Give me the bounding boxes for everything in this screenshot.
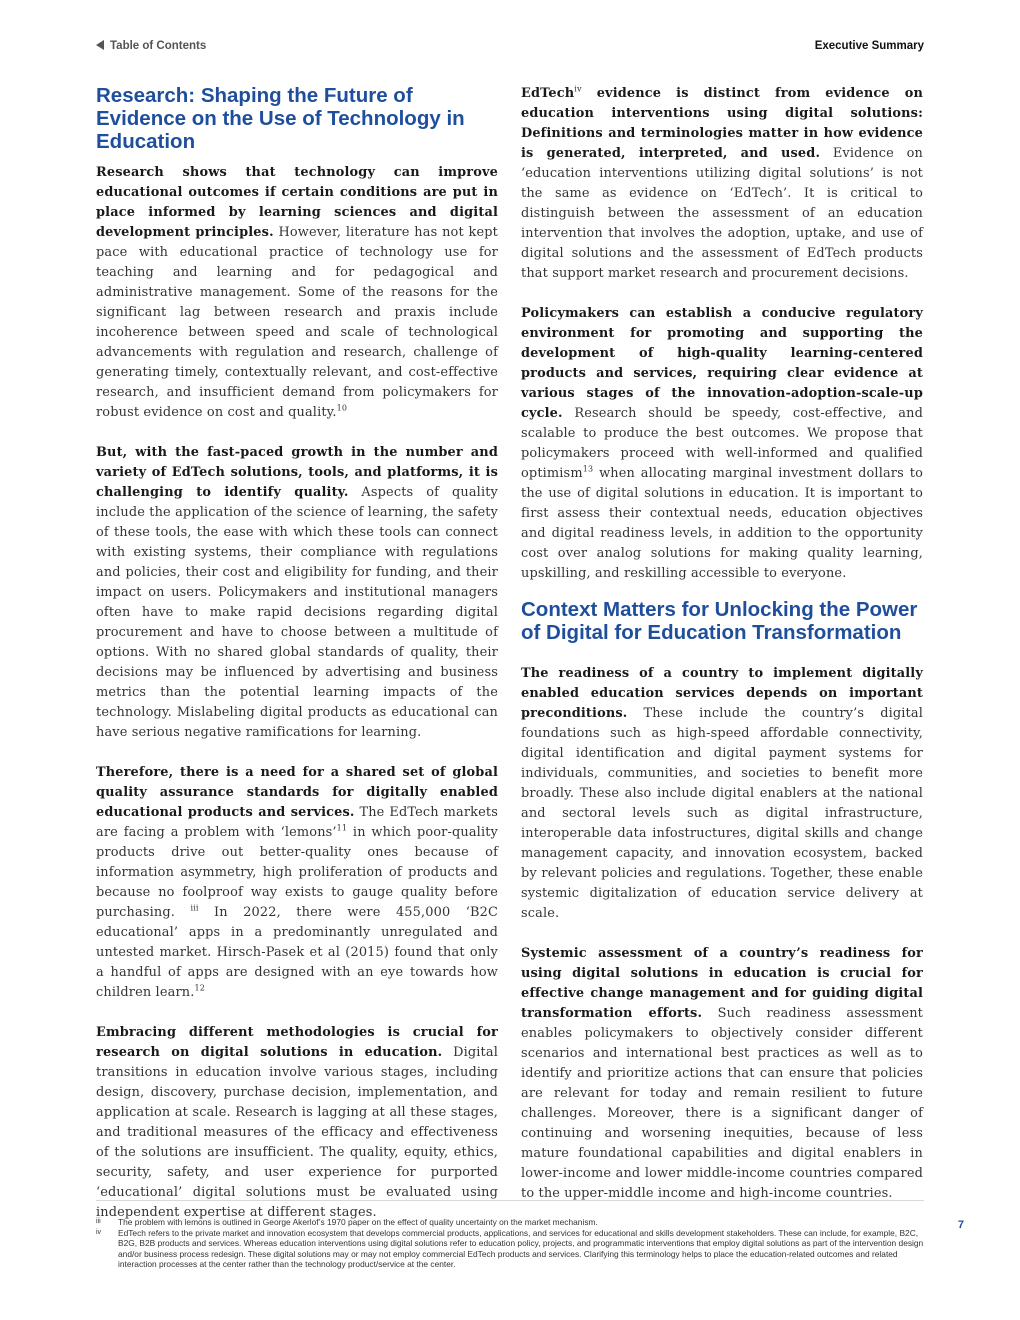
context-heading: Context Matters for Unlocking the Power of Digital for Education Transformation (521, 598, 918, 644)
left-column (96, 84, 498, 1223)
table-of-contents-link[interactable] (96, 40, 206, 52)
footnote-divider (96, 1200, 924, 1201)
section-title: Executive Summary (814, 40, 924, 52)
page-header (96, 40, 924, 58)
footnote-mark: iii (96, 1218, 101, 1225)
footnote-mark: iv (96, 1228, 102, 1236)
paragraph: The readiness of a country to implement digitally enabled education services depends on important preconditions. These include the country’s digital foundations such as high-speed affordable connectivity, digital identification and digital payment systems for individuals, communities, and societies to benefit more broadly. These also include digital enablers at the national and sectoral levels such as digital infrastructure, interoperable data infostructures, digital skills and change management capacity, and innovation ecosystem, backed by relevant policies and regulations. Together, these enable systemic digitalization of education service delivery at scale. (521, 666, 923, 921)
paragraph: Therefore, there is a need for a shared set of global quality assurance standards for digitally enabled educational products and services. The EdTech markets are facing a problem with ‘lemons’$^{11}$ in which poor-quality products drive out better-quality ones because of information asymmetry, high proliferation of products and because no foolproof way exists to gauge quality before purchasing. $^{iii}$ In 2022, there were 455,000 ‘B2C educational’ apps in a predominantly unregulated and untested market. Hirsch-Pasek et al (2015) found that only a handful of apps are designed with an eye towards how children learn.$^{12}$ (96, 765, 498, 1000)
right-column (521, 84, 923, 1204)
paragraph: Embracing different methodologies is crucial for research on digital solutions in education. Digital transitions in education involve various stages, including design, discovery, purchase decision, implementation, and application at scale. Research is lagging at all these stages, and traditional measures of the efficacy and effectiveness of the solutions are insufficient. The quality, equity, ethics, security, safety, and user experience for purported ‘educational’ digital solutions must be evaluated using independent expertise at different stages. (96, 1025, 498, 1220)
paragraph: Systemic assessment of a country’s readiness for using digital solutions in education is crucial for effective change management and for guiding digital transformation efforts. Such readiness assessment enables policymakers to objectively consider different scenarios and international best practices as well as to identify and prioritize actions that can ensure that policies are relevant for today and remain resilient to future challenges. Moreover, there is a significant danger of continuing and worsening inequities, because of less mature foundational capabilities and digital enablers in lower-income and lower middle-income countries compared to the upper-middle income and high-income countries. (521, 946, 924, 1201)
page-number: 7 (957, 1219, 964, 1231)
paragraph: But, with the fast-paced growth in the number and variety of EdTech solutions, tools, and platforms, it is challenging to identify quality. Aspects of quality include the application of the science of learning, the safety of these tools, the ease with which these tools can connect with existing systems, their compliance with regulations and policies, their cost and eligibility for funding, and their impact on users. Policymakers and institutional managers often have to make rapid decisions regarding digital procurement and have to choose between a multitude of options. With no shared global standards of quality, their decisions may be influenced by advertising and business metrics than the potential learning impacts of the technology. Mislabeling digital products as educational can have serious negative ramifications for learning. (96, 445, 498, 740)
paragraph: EdTech$^{iv}$ evidence is distinct from evidence on education interventions using digital solutions: Definitions and terminologies matter in how evidence is generated, interpreted, and used. Evidence on ‘education interventions utilizing digital solutions’ is not the same as evidence on ‘EdTech’. It is critical to distinguish between the assessment of an education intervention that involves the adoption, uptake, and use of digital solutions and the assessment of EdTech products that support market research and procurement decisions. (521, 84, 923, 281)
footnote-text: The problem with lemons is outlined in George Akerlof’s 1970 paper on the effect of quality uncertainty on the market mechanism. (118, 1217, 598, 1227)
paragraph: Policymakers can establish a conducive regulatory environment for promoting and supporting the development of high-quality learning-centered products and services, requiring clear evidence at various stages of the innovation-adoption-scale-up cycle. Research should be speedy, cost-effective, and scalable to produce the best outcomes. We propose that policymakers proceed with well-informed and qualified optimism$^{13}$ when allocating marginal investment dollars to the use of digital solutions in education. It is important to first assess their contextual needs, education objectives and digital readiness levels, in addition to the opportunity cost over analog solutions for making quality learning, upskilling, and reskilling accessible to everyone. (521, 306, 923, 581)
footnote (96, 1217, 926, 1228)
back-arrow-icon (96, 40, 104, 50)
toc-link-label: Table of Contents (110, 40, 207, 52)
research-heading: Research: Shaping the Future of Evidence on the Use of Technology in Education (96, 84, 465, 153)
paragraph: Research shows that technology can improve educational outcomes if certain conditions are put in place informed by learning sciences and digital development principles. However, literature has not kept pace with educational practice of technology use for teaching and learning and for pedagogical and administrative management. Some of the reasons for the significant lag between research and praxis include incoherence between speed and scale of technological advancements with regulation and research, challenge of generating timely, contextually relevant, and cost-effective research, and insufficient demand from policymakers for robust evidence on cost and quality.$^{10}$ (96, 165, 499, 420)
footnote-text: EdTech refers to the private market and innovation ecosystem that develops commercial products, applications, and services for educational and skills development stakeholders. These can include, for example, B2C, B2G, B2B products and services. Whereas education interventions using digital solutions refer to education policy, projects, and programmatic interventions that employ digital solutions as part of the intervention design and/or business process redesign. These digital solutions may or may not employ commercial EdTech products and services. Clarifying this terminology helps to place the education-related outcomes and related interaction processes at the center rather than the technology product/service at the center. (118, 1227, 924, 1270)
footnotes (96, 1217, 926, 1270)
footnote (96, 1228, 926, 1270)
